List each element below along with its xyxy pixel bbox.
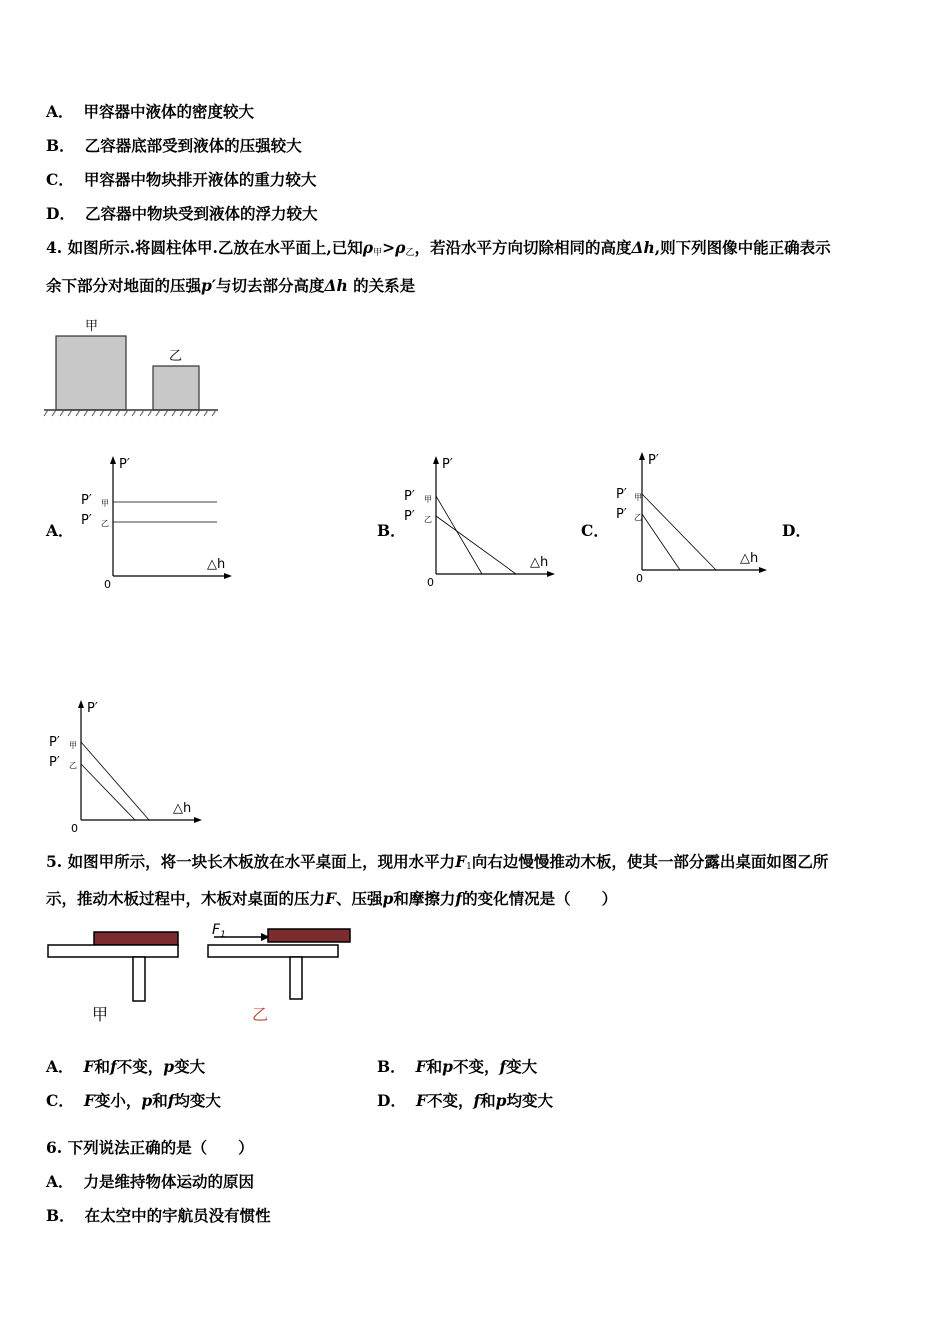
y-axis-arrow [110,456,116,464]
q6-option-a: A． 力是维持物体运动的原因 [46,1172,255,1191]
table-leg [133,957,145,1001]
svg-text:△h: △h [173,801,192,816]
q5-figure-jia [46,926,186,1026]
graph-c [612,448,782,588]
label-jia: 甲 [85,319,99,334]
svg-text:P′: P′ [49,735,60,750]
table-top [208,945,338,957]
svg-text:P′: P′ [648,453,659,468]
x-axis-arrow [759,567,767,573]
graph-option-d-label: D． [782,521,811,540]
x-axis-arrow [547,571,555,577]
q4-cylinders-figure [40,312,230,422]
table-top [48,945,178,957]
svg-text:甲: 甲 [634,493,642,502]
graph-option-c-label: C． [581,521,609,540]
q5-figure-yi [206,916,366,1026]
q4-stem-line1: 4. 如图所示.将圆柱体甲.乙放在水平面上,已知$\rho_甲>\rho_乙$，若沿水平方向切除相同的高度Δh,则下列图像中能正确表示 [46,238,831,258]
svg-text:0: 0 [427,576,434,589]
q4-stem-line2: 余下部分对地面的压强p′与切去部分高度Δh 的关系是 [46,276,416,295]
svg-text:乙: 乙 [101,519,109,528]
svg-text:P′: P′ [442,457,453,472]
svg-text:△h: △h [740,551,759,566]
q3-option-b: B． 乙容器底部受到液体的压强较大 [46,136,302,155]
line-yi [436,516,516,574]
q3-option-c: C． 甲容器中物块排开液体的重力较大 [46,170,317,189]
svg-text:P′: P′ [81,513,92,528]
board [268,929,350,942]
svg-text:甲: 甲 [101,499,109,508]
q5-option-b: B． F和p不变，f变大 [377,1057,538,1076]
graph-a [75,452,245,592]
q6-stem: 6. 下列说法正确的是（ ） [46,1138,254,1157]
svg-text:甲: 甲 [69,741,77,750]
ground-hatch [44,410,216,416]
cylinder-jia [56,336,126,410]
label-F1: $F_1$ [212,922,226,940]
svg-text:乙: 乙 [634,513,642,522]
label-jia: 甲 [92,1005,109,1024]
y-axis-arrow [639,452,645,460]
svg-text:P′: P′ [404,489,415,504]
svg-text:P′: P′ [616,507,627,522]
graph-d [45,696,215,836]
x-axis-arrow [224,573,232,579]
q5-stem-line1: 5. 如图甲所示，将一块长木板放在水平桌面上，现用水平力$F_1$向右边慢慢推动木板，使其一部分露出桌面如图乙所 [46,852,829,872]
y-axis-arrow [433,456,439,464]
board [94,932,178,945]
svg-text:P′: P′ [404,509,415,524]
graph-option-b-label: B． [377,521,406,540]
q6-option-b: B． 在太空中的宇航员没有惯性 [46,1206,271,1225]
label-yi: 乙 [252,1005,269,1024]
svg-text:0: 0 [636,572,643,585]
label-yi: 乙 [169,349,183,364]
graph-option-a-label: A． [46,521,74,540]
svg-text:P′: P′ [81,493,92,508]
svg-text:△h: △h [207,557,226,572]
svg-text:△h: △h [530,555,549,570]
line-yi [642,514,680,570]
x-axis-arrow [194,817,202,823]
svg-text:乙: 乙 [69,761,77,770]
svg-text:0: 0 [71,822,78,835]
line-jia [436,496,482,574]
graph-b [398,452,568,592]
line-jia [642,494,716,570]
q3-option-a: A． 甲容器中液体的密度较大 [46,102,255,121]
q3-option-d: D． 乙容器中物块受到液体的浮力较大 [46,204,318,223]
svg-text:甲: 甲 [424,495,432,504]
svg-text:P′: P′ [87,701,98,716]
q5-stem-line2: 示，推动木板过程中，木板对桌面的压力F、压强p和摩擦力f的变化情况是（ ） [46,889,618,908]
q5-option-a: A． F和f不变，p变大 [46,1057,206,1076]
y-axis-arrow [78,700,84,708]
svg-text:乙: 乙 [424,515,432,524]
q5-option-c: C． F变小，p和f均变大 [46,1091,221,1110]
svg-text:0: 0 [104,578,111,591]
line-jia [81,742,149,820]
svg-text:P′: P′ [49,755,60,770]
svg-text:P′: P′ [119,457,130,472]
q5-option-d: D． F不变，f和p均变大 [377,1091,554,1110]
cylinder-yi [153,366,199,410]
svg-text:P′: P′ [616,487,627,502]
table-leg [290,957,302,999]
